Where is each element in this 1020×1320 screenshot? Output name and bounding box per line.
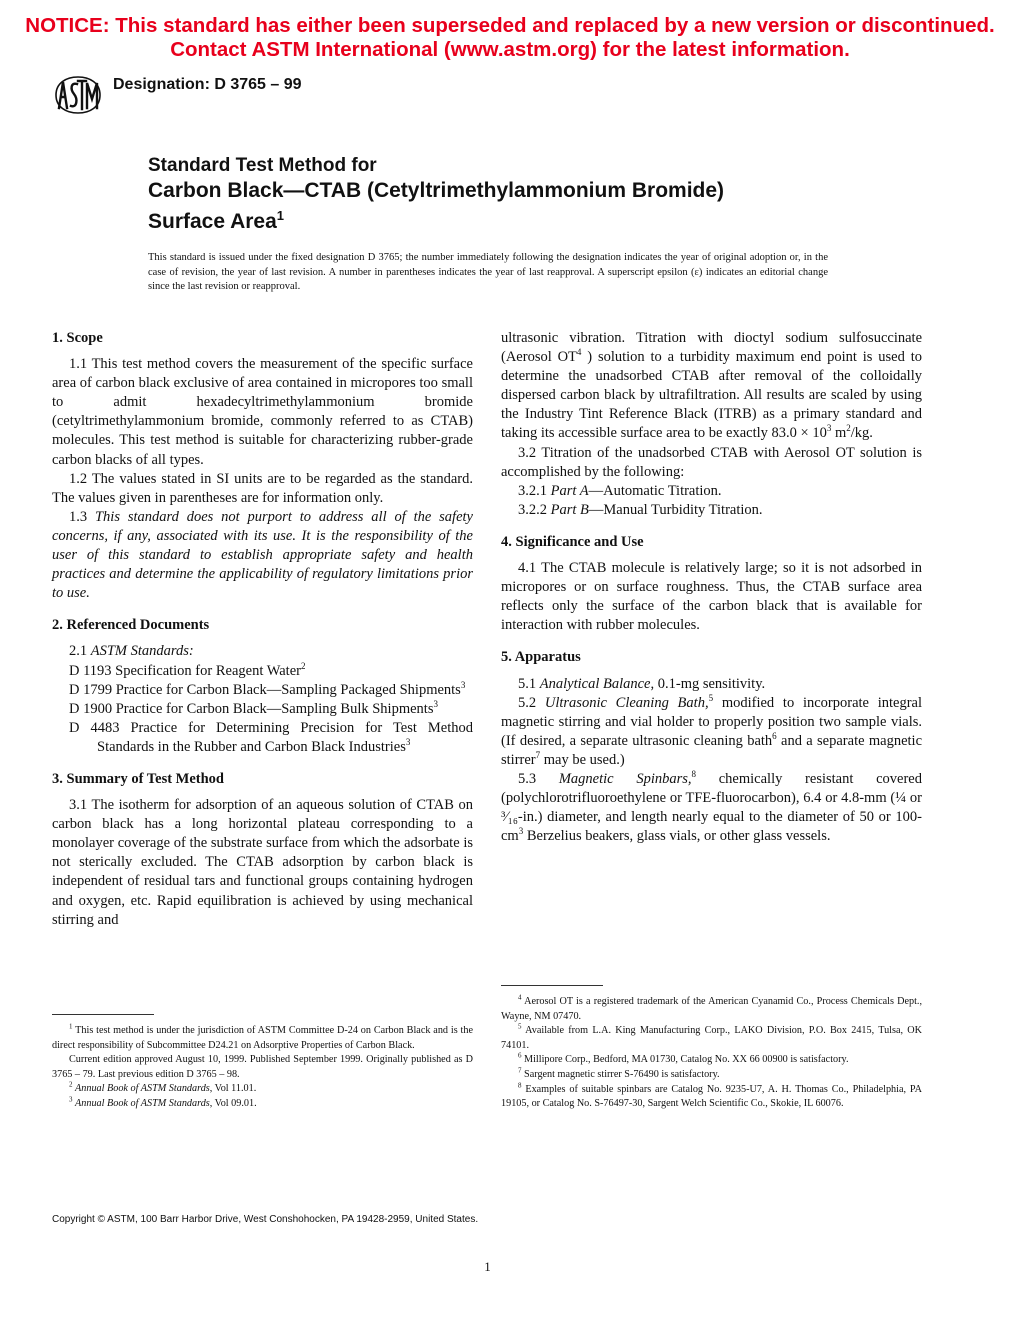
section-5-2-number: 5.2 [518, 694, 545, 711]
footnote-ref-6: 6 [772, 730, 777, 741]
apparatus-heading: 5. Apparatus [501, 649, 581, 666]
reference-d1193-footnote: 2 [300, 660, 306, 671]
title-footnote-mark: 1 [276, 208, 285, 223]
section-3-1-cont-b: ) solution to a turbidity maximum end point is used to determine the unadsorbed CTAB after removal of the colloidally dispersed carbon black by ultrafiltration. All results are scaled by using the Industry Tint Reference Black (ITRB) as a primary standard and taking its accessible surface area to be exactly 83.0 × 10 [501, 349, 922, 442]
section-3-2-2-number: 3.2.2 [518, 501, 551, 518]
reference-d1900-text: D 1900 Practice for Carbon Black—Sampling Bulk Shipments [69, 700, 434, 717]
section-2-1-number: 2.1 [69, 643, 91, 660]
section-1-1: 1.1 This test method covers the measurement of the specific surface area of carbon black exclusive of area contained in micropores too small to admit hexadecyltrimethylammonium bromide (cetyltrimethylammonium bromide, commonly referred to as CTAB) molecules. This test method is suitable for characterizing rubber-grade carbon blacks of all types. [52, 356, 473, 468]
left-footnote-rule [52, 1014, 154, 1015]
footnote-2-rest: , Vol 11.01. [209, 1083, 257, 1095]
supersession-notice [0, 14, 1020, 62]
right-footnote-rule [501, 985, 603, 986]
section-3-2-2-name: Part B [550, 501, 589, 518]
footnote-6-mark: 6 [518, 1051, 522, 1060]
left-footnotes [52, 1024, 473, 1112]
footnote-ref-8: 8 [691, 769, 697, 780]
page-number: 1 [484, 1259, 491, 1274]
footnote-3-rest: , Vol 09.01. [209, 1097, 257, 1109]
copyright: Copyright © ASTM, 100 Barr Harbor Drive, West Conshohocken, PA 19428-2959, United States. [52, 1214, 479, 1225]
footnote-2-mark: 2 [69, 1080, 73, 1089]
unit-m: m [831, 425, 847, 442]
footnote-ref-5: 5 [708, 692, 714, 703]
section-3-2-1-name: Part A [550, 482, 589, 499]
unit-kg: /kg. [850, 425, 873, 442]
section-5-3 [501, 770, 922, 846]
reference-d1799 [69, 681, 473, 700]
footnote-3 [52, 1097, 473, 1112]
reference-d1193-text: D 1193 Specification for Reagent Water [69, 662, 301, 679]
section-3-1: 3.1 The isotherm for adsorption of an aqueous solution of CTAB on carbon black has a long horizontal plateau corresponding to a monolayer coverage of the substrate surface from which the adsorbate is not sterically excluded. The CTAB adsorption by carbon black is independent of residual tars and functional groups containing hydrogen and oxygen, etc. Rapid equilibration is achieved by using mechanical stirring and [52, 797, 473, 928]
reference-d4483-text: D 4483 Practice for Determining Precision for Test Method Standards in the Rubber and Carbon Black Industries [69, 719, 473, 755]
section-5-3-a: chemically resistant covered (polychlorotrifluoroethylene or TFE-fluorocarbon), 6.4 or 4.8-mm (¼ or ³⁄₁₆-in.) diameter, and length nearly equal to the diameter of 50 or 100-cm [501, 770, 922, 845]
section-5-1 [501, 675, 922, 694]
section-5-2-name: Ultrasonic Cleaning Bath, [544, 694, 709, 711]
footnote-3-title: Annual Book of ASTM Standards [75, 1097, 210, 1109]
footnote-6-text: Millipore Corp., Bedford, MA 01730, Catalog No. XX 66 00900 is satisfactory. [521, 1054, 849, 1066]
footnote-7 [501, 1068, 922, 1083]
exponent-cm3: 3 [518, 826, 524, 837]
section-1-3 [52, 508, 473, 603]
section-5-2 [501, 694, 922, 770]
footnote-5-mark: 5 [518, 1022, 522, 1031]
designation: Designation: D 3765 – 99 [113, 76, 302, 93]
summary-heading: 3. Summary of Test Method [52, 770, 224, 787]
reference-d1900-footnote: 3 [433, 698, 438, 709]
section-1-3-text: This standard does not purport to address all of the safety concerns, if any, associated with its use. It is the responsibility of the user of this standard to establish appropriate safety and health practices and determine the applicability of regulatory limitations prior to use. [52, 508, 473, 602]
footnote-ref-4: 4 [576, 347, 582, 358]
section-3-2-2-rest: —Manual Turbidity Titration. [588, 501, 763, 518]
section-5-1-rest: , 0.1-mg sensitivity. [650, 675, 766, 692]
notice-line-2: Contact ASTM International (www.astm.org) for the latest information. [170, 38, 850, 61]
section-5-3-name: Magnetic Spinbars, [558, 770, 692, 787]
footnote-8 [501, 1083, 922, 1112]
footnote-1-mark: 1 [69, 1022, 73, 1031]
right-column [501, 329, 922, 846]
footnote-1 [52, 1024, 473, 1053]
section-3-2-1-number: 3.2.1 [518, 482, 551, 499]
referenced-documents-heading: 2. Referenced Documents [52, 617, 210, 634]
footnote-5 [501, 1024, 922, 1053]
issue-note: This standard is issued under the fixed designation D 3765; the number immediately following the designation indicates the year of original adoption or, in the case of revision, the year of last revision. A number in parentheses indicates the year of last reapproval. A superscript epsilon (ε) indicates an editorial change since the last revision or reapproval. [148, 252, 828, 292]
footnote-2-title: Annual Book of ASTM Standards [75, 1083, 210, 1095]
right-footnotes [501, 995, 922, 1112]
title-line-3-text: Surface Area [148, 210, 277, 233]
section-1-3-number: 1.3 [69, 508, 95, 525]
unit-exponent: 2 [846, 423, 851, 434]
footnote-5-text: Available from L.A. King Manufacturing Corp., LAKO Division, P.O. Box 2415, Tulsa, OK 74101. [501, 1025, 922, 1051]
section-3-2-1-rest: —Automatic Titration. [588, 482, 722, 499]
notice-line-1: NOTICE: This standard has either been superseded and replaced by a new version or discontinued. [25, 14, 995, 37]
section-5-1-number: 5.1 [518, 675, 540, 692]
section-5-2-a: modified to incorporate integral magnetic stirring and vial holder to properly position two sample vials. (If desired, a separate ultrasonic cleaning bath [501, 694, 922, 749]
section-4-1: 4.1 The CTAB molecule is relatively large; so it is not adsorbed in micropores or on surface roughness. Thus, the CTAB surface area reflects only the surface of the carbon black that is available for interaction with rubber molecules. [501, 560, 922, 634]
footnote-8-mark: 8 [518, 1081, 522, 1090]
left-column [52, 329, 473, 930]
reference-d1900 [69, 700, 473, 719]
section-3-2-1 [501, 482, 922, 501]
section-3-1-continued [501, 329, 922, 444]
footnote-4-text: Aerosol OT is a registered trademark of the American Cyanamid Co., Process Chemicals Dept., Wayne, NM 07470. [501, 996, 922, 1022]
footnote-7-text: Sargent magnetic stirrer S-76490 is satisfactory. [521, 1068, 720, 1080]
section-1-2: 1.2 The values stated in SI units are to be regarded as the standard. The values given in parentheses are for information only. [52, 470, 473, 506]
reference-d4483-footnote: 3 [405, 737, 411, 748]
scope-heading: 1. Scope [52, 330, 103, 346]
section-3-2-2 [501, 501, 922, 520]
exponent-3: 3 [826, 423, 832, 434]
title-line-2: Carbon Black—CTAB (Cetyltrimethylammonium Bromide) [148, 179, 725, 202]
section-5-3-b: Berzelius beakers, glass vials, or other glass vessels. [523, 828, 831, 845]
reference-d1799-footnote: 3 [460, 679, 466, 690]
footnote-1-text: This test method is under the jurisdiction of ASTM Committee D-24 on Carbon Black and is the direct responsibility of Subcommittee D24.21 on Adsorptive Properties of Carbon Black. [52, 1025, 473, 1051]
section-3-1-cont-a: ultrasonic vibration. Titration with dioctyl sodium sulfosuccinate (Aerosol OT [501, 330, 922, 366]
section-2-1-text: ASTM Standards: [90, 643, 194, 660]
section-5-2-b: and a separate magnetic stirrer [501, 732, 923, 768]
reference-d1799-text: D 1799 Practice for Carbon Black—Sampling Packaged Shipments [69, 681, 461, 698]
reference-d1193 [69, 662, 473, 681]
footnote-2 [52, 1082, 473, 1097]
section-3-2: 3.2 Titration of the unadsorbed CTAB with Aerosol OT solution is accomplished by the following: [501, 444, 922, 480]
footnote-6 [501, 1053, 922, 1068]
section-5-1-name: Analytical Balance [539, 675, 651, 692]
section-5-3-number: 5.3 [518, 770, 559, 787]
title-line-3 [148, 203, 724, 234]
footnote-7-mark: 7 [518, 1066, 522, 1075]
section-5-2-c: may be used.) [540, 751, 625, 768]
footnote-4-mark: 4 [518, 993, 522, 1002]
footnote-3-mark: 3 [69, 1095, 73, 1104]
significance-heading: 4. Significance and Use [501, 533, 644, 550]
title-line-1: Standard Test Method for [148, 155, 377, 176]
footnote-1-continued: Current edition approved August 10, 1999. Published September 1999. Originally published as D 3765 – 79. Last previous edition D 3765 – 98. [52, 1054, 473, 1080]
reference-d4483 [69, 719, 473, 757]
astm-logo [52, 75, 104, 115]
footnote-8-text: Examples of suitable spinbars are Catalog No. 9235-U7, A. H. Thomas Co., Philadelphia, PA 19105, or Catalog No. S-76497-30, Sargent Welch Scientific Co., Skokie, IL 60076. [501, 1083, 922, 1110]
footnote-4 [501, 995, 922, 1024]
footnote-ref-7: 7 [535, 750, 541, 761]
document-title [148, 154, 724, 234]
section-2-1 [52, 642, 473, 661]
